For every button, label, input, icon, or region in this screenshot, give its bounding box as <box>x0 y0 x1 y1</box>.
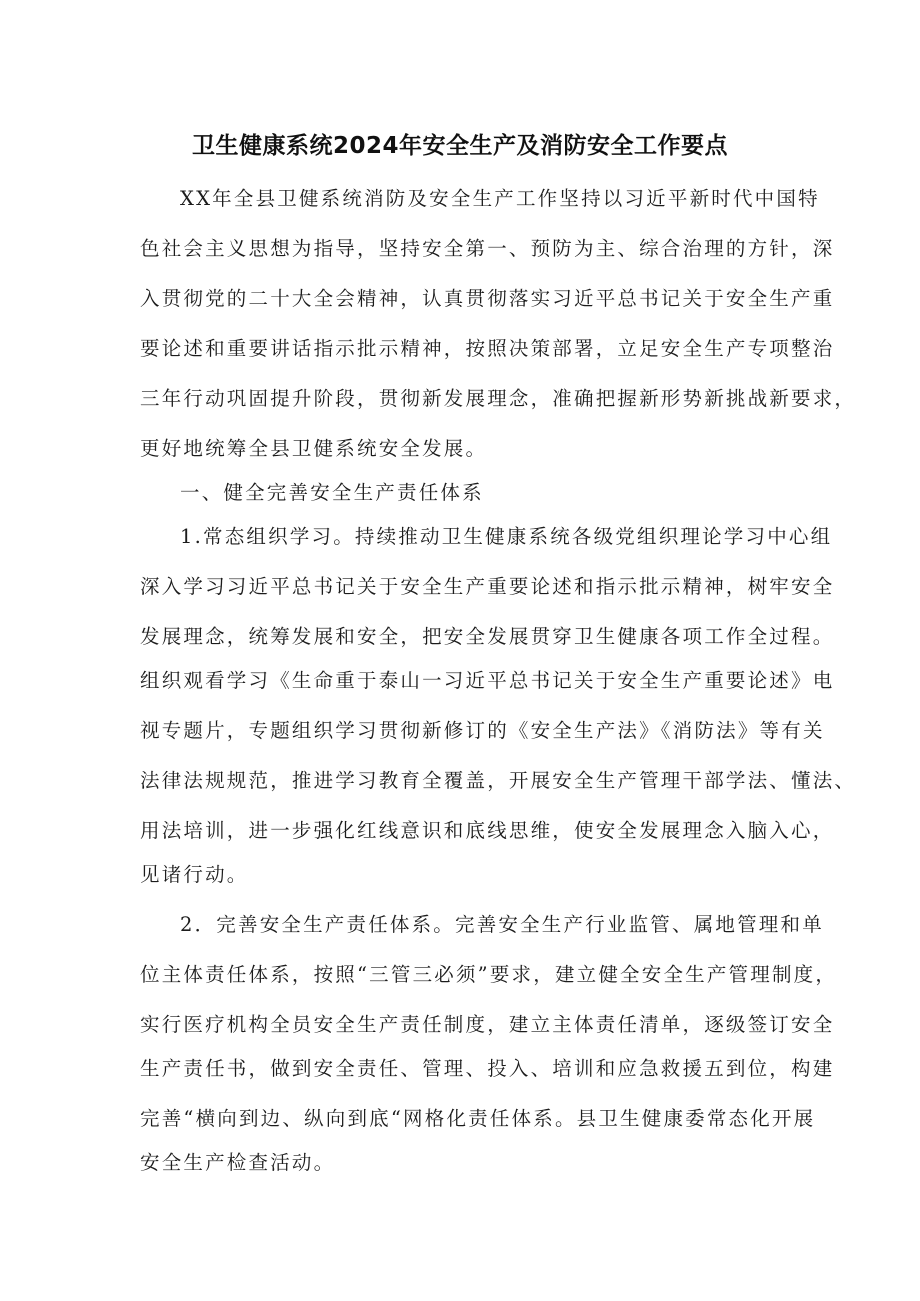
paragraph-line: 见诸行动。 <box>140 863 249 886</box>
paragraph-line: 生产责任书，做到安全责任、管理、投入、培训和应急救援五到位，构建 <box>140 1057 835 1080</box>
paragraph-line: 实行医疗机构全员安全生产责任制度，建立主体责任清单，逐级签订安全 <box>140 1013 835 1036</box>
paragraph-line: 位主体责任体系，按照“三管三必须”要求，建立健全安全生产管理制度， <box>140 963 838 986</box>
paragraph-line: 完善“横向到边、纵向到底“网格化责任体系。县卫生健康委常态化开展 <box>140 1107 816 1130</box>
document-title: 卫生健康系统2024年安全生产及消防安全工作要点 <box>191 133 728 159</box>
paragraph-line: 1.常态组织学习。持续推动卫生健康系统各级党组织理论学习中心组 <box>180 525 833 548</box>
paragraph-line: 三年行动巩固提升阶段，贯彻新发展理念，准确把握新形势新挑战新要求， <box>140 387 857 410</box>
paragraph-line: 安全生产检查活动。 <box>140 1151 336 1174</box>
paragraph-line: 要论述和重要讲话指示批示精神，按照决策部署，立足安全生产专项整治 <box>140 337 835 360</box>
paragraph-line: 发展理念，统筹发展和安全，把安全发展贯穿卫生健康各项工作全过程。 <box>140 625 835 648</box>
paragraph-line: 色社会主义思想为指导，坚持安全第一、预防为主、综合治理的方针，深 <box>140 237 835 260</box>
paragraph-line: 用法培训，进一步强化红线意识和底线思维，使安全发展理念入脑入心， <box>140 819 835 842</box>
paragraph-line: XX年全县卫健系统消防及安全生产工作坚持以习近平新时代中国特 <box>180 187 820 210</box>
paragraph-line: 更好地统筹全县卫健系统安全发展。 <box>140 437 488 460</box>
section-heading: 一、健全完善安全生产责任体系 <box>180 481 484 504</box>
paragraph-line: 组织观看学习《生命重于泰山一习近平总书记关于安全生产重要论述》电 <box>140 669 835 692</box>
paragraph-line: 入贯彻党的二十大全会精神，认真贯彻落实习近平总书记关于安全生产重 <box>140 287 835 310</box>
paragraph-line: 法律法规规范，推进学习教育全覆盖，开展安全生产管理干部学法、懂法、 <box>140 769 857 792</box>
paragraph-line: 视专题片，专题组织学习贯彻新修订的《安全生产法》《消防法》等有关 <box>140 719 825 742</box>
paragraph-line: 2．完善安全生产责任体系。完善安全生产行业监管、属地管理和单 <box>180 913 824 936</box>
paragraph-line: 深入学习习近平总书记关于安全生产重要论述和指示批示精神，树牢安全 <box>140 575 835 598</box>
